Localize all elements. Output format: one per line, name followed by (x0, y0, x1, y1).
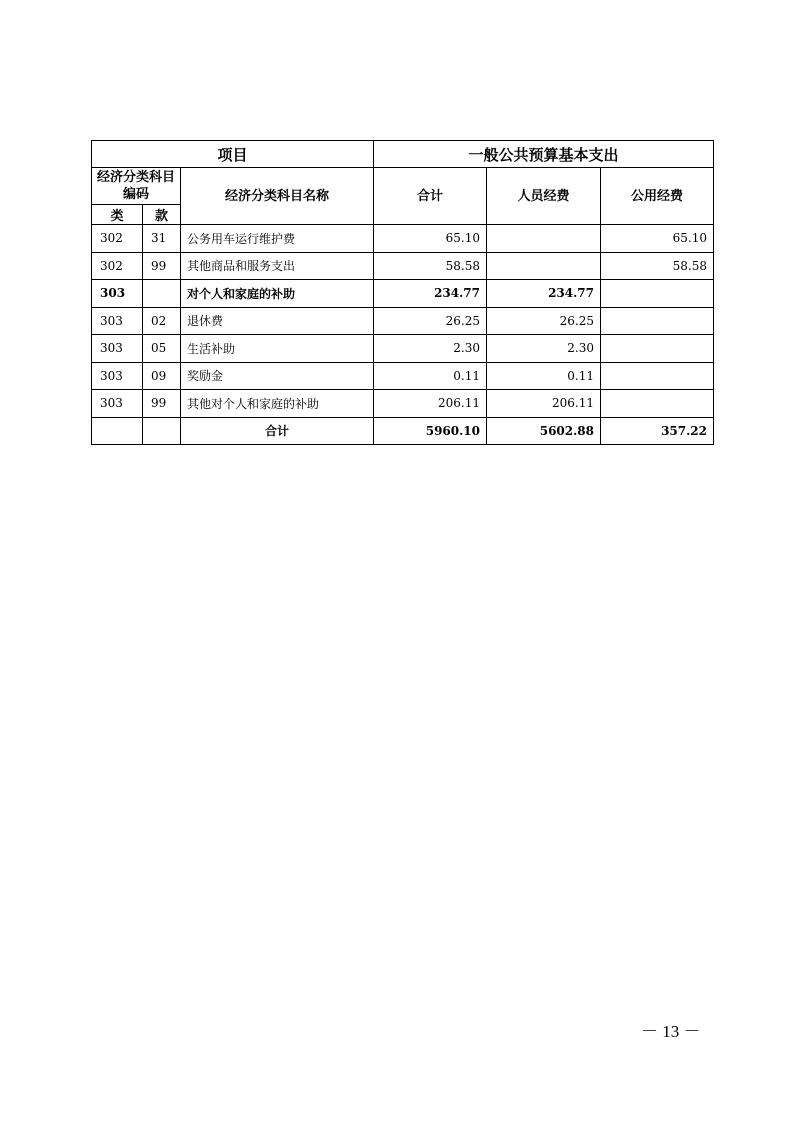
section-cell: 09 (143, 362, 181, 390)
name-cell: 公务用车运行维护费 (181, 225, 374, 253)
table-row (92, 362, 714, 390)
class-cell: 303 (92, 307, 143, 335)
section-cell: 31 (143, 225, 181, 253)
section-cell: 99 (143, 390, 181, 418)
total-cell: 234.77 (374, 280, 487, 308)
name-cell: 生活补助 (181, 335, 374, 363)
header-item: 项目 (92, 141, 374, 168)
total-cell: 26.25 (374, 307, 487, 335)
total-row-section-cell (143, 417, 181, 445)
class-cell: 303 (92, 335, 143, 363)
class-cell: 303 (92, 362, 143, 390)
public-cell (601, 362, 714, 390)
budget-expenditure-table (91, 140, 714, 445)
total-cell: 65.10 (374, 225, 487, 253)
personnel-cell: 206.11 (487, 390, 601, 418)
class-cell: 303 (92, 390, 143, 418)
name-cell: 其他商品和服务支出 (181, 252, 374, 280)
section-cell: 99 (143, 252, 181, 280)
name-cell: 退休费 (181, 307, 374, 335)
personnel-cell: 0.11 (487, 362, 601, 390)
section-cell: 05 (143, 335, 181, 363)
header-personnel: 人员经费 (487, 168, 601, 225)
header-code: 经济分类科目编码 (92, 168, 181, 205)
class-cell: 302 (92, 252, 143, 280)
total-row (92, 417, 714, 445)
table-row (92, 225, 714, 253)
table-row (92, 252, 714, 280)
table-row (92, 390, 714, 418)
header-class: 类 (92, 205, 143, 225)
table-row (92, 307, 714, 335)
total-row-label: 合计 (181, 417, 374, 445)
public-cell (601, 390, 714, 418)
class-cell: 302 (92, 225, 143, 253)
grand-total-cell: 5960.10 (374, 417, 487, 445)
public-cell: 65.10 (601, 225, 714, 253)
header-section: 款 (143, 205, 181, 225)
total-cell: 0.11 (374, 362, 487, 390)
personnel-cell: 26.25 (487, 307, 601, 335)
total-row-class-cell (92, 417, 143, 445)
public-cell (601, 280, 714, 308)
personnel-cell: 2.30 (487, 335, 601, 363)
header-total: 合计 (374, 168, 487, 225)
budget-table-container (91, 140, 714, 445)
personnel-cell: 234.77 (487, 280, 601, 308)
grand-personnel-cell: 5602.88 (487, 417, 601, 445)
table-row (92, 335, 714, 363)
name-cell: 对个人和家庭的补助 (181, 280, 374, 308)
total-cell: 58.58 (374, 252, 487, 280)
total-cell: 2.30 (374, 335, 487, 363)
header-budget: 一般公共预算基本支出 (374, 141, 714, 168)
header-public: 公用经费 (601, 168, 714, 225)
public-cell: 58.58 (601, 252, 714, 280)
header-name: 经济分类科目名称 (181, 168, 374, 225)
section-cell: 02 (143, 307, 181, 335)
grand-public-cell: 357.22 (601, 417, 714, 445)
personnel-cell (487, 225, 601, 253)
personnel-cell (487, 252, 601, 280)
name-cell: 奖励金 (181, 362, 374, 390)
name-cell: 其他对个人和家庭的补助 (181, 390, 374, 418)
page-number: － 13 － (641, 1022, 701, 1041)
section-cell (143, 280, 181, 308)
class-cell: 303 (92, 280, 143, 308)
table-body (92, 225, 714, 445)
public-cell (601, 307, 714, 335)
public-cell (601, 335, 714, 363)
total-cell: 206.11 (374, 390, 487, 418)
table-row (92, 280, 714, 308)
